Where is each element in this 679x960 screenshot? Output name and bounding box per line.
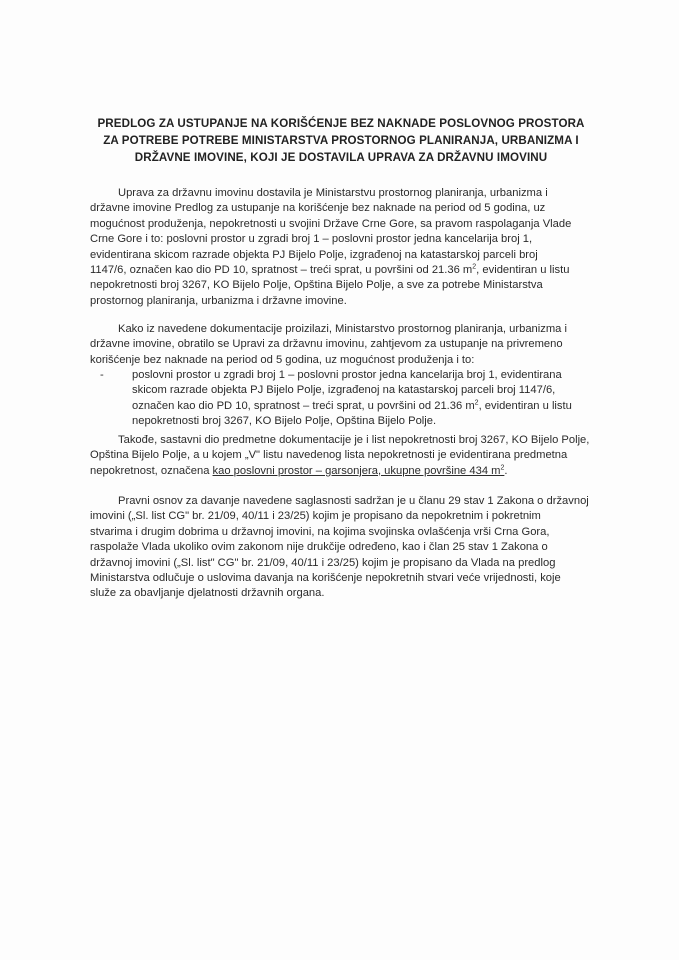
- paragraph-line: raspolaže Vlada ukoliko ovim zakonom nije drukčije određeno, kao i član 25 stav 1 Zakona o: [90, 541, 548, 554]
- paragraph-line: Ministarstva odlučuje o uslovima davanja na korišćenje nepokretnih stvari veće vrijednosti, koje: [90, 572, 561, 585]
- paragraph-text: nepokretnost, označena: [90, 464, 213, 477]
- paragraph-3: [90, 433, 592, 479]
- paragraph-1: [90, 186, 592, 309]
- superscript: 2: [500, 464, 505, 472]
- underlined-phrase: kao poslovni prostor – garsonjera, ukupne površine 434 m: [212, 464, 501, 477]
- paragraph-line: služe za obavljanje djelatnosti državnih organa.: [90, 587, 325, 600]
- underlined-text: [212, 464, 508, 477]
- paragraph-text: .: [504, 464, 508, 477]
- paragraph-line: nepokretnosti broj 3267, KO Bijelo Polje, Opština Bijelo Polje, a sve za potrebe Ministarstva: [90, 279, 543, 292]
- paragraph-line: imovini („Sl. list CG" br. 21/09, 40/11 i 23/25) kojim je propisano da nepokretnim i pokretnim: [90, 510, 541, 523]
- title-line-2: ZA POTREBE POTREBE MINISTARSTVA PROSTORNOG PLANIRANJA, URBANIZMA I: [103, 134, 579, 147]
- paragraph-4: [90, 494, 592, 602]
- paragraph-line: [90, 464, 592, 479]
- superscript: 2: [472, 263, 477, 271]
- list-line: [132, 399, 592, 414]
- paragraph-line: Crne Gore i to: poslovni prostor u zgradi broj 1 – poslovni prostor jedna kancelarija broj 1,: [90, 233, 533, 246]
- paragraph-line: Takođe, sastavni dio predmetne dokumentacije je i list nepokretnosti broj 3267, KO Bijelo Polje,: [118, 434, 590, 446]
- superscript: 2: [474, 399, 479, 407]
- paragraph-text: , evidentiran u listu: [476, 264, 570, 277]
- paragraph-2: [90, 322, 592, 368]
- list-line: nepokretnosti broj 3267, KO Bijelo Polje, Opština Bijelo Polje.: [132, 415, 437, 428]
- list-text: označen kao dio PD 10, spratnost – treći sprat, u površini od 21.36 m: [132, 399, 475, 412]
- paragraph-line: [90, 263, 592, 278]
- paragraph-line: korišćenje bez naknade na period od 5 godina, uz mogućnost produženja i to:: [90, 353, 475, 366]
- list-line: poslovni prostor u zgradi broj 1 – poslovni prostor jedna kancelarija broj 1, evidentirana: [132, 369, 562, 381]
- title-line-1: PREDLOG ZA USTUPANJE NA KORIŠĆENJE BEZ NAKNADE POSLOVNOG PROSTORA: [97, 117, 585, 130]
- list-bullet: -: [100, 369, 104, 381]
- paragraph-line: stvarima i drugim dobrima u državnoj imovini, na kojima svojinska ovlašćenja vrši Crna Gora,: [90, 525, 550, 538]
- paragraph-line: Pravni osnov za davanje navedene saglasnosti sadržan je u članu 29 stav 1 Zakona o državnoj: [118, 495, 589, 507]
- title-line-3: DRŽAVNE IMOVINE, KOJI JE DOSTAVILA UPRAVA ZA DRŽAVNU IMOVINU: [134, 151, 548, 164]
- paragraph-line: prostornog planiranja, urbanizma i državne imovine.: [90, 294, 347, 307]
- paragraph-line: državne imovine Predlog za ustupanje na korišćenje bez naknade na period od 5 godina, uz: [90, 202, 546, 215]
- paragraph-line: državne imovine, obratilo se Upravi za državnu imovinu, zahtjevom za ustupanje na privremeno: [90, 338, 563, 351]
- paragraph-line: evidentirana skicom razrade objekta PJ Bijelo Polje, izgrađenoj na katastarskoj parceli broj: [90, 248, 538, 261]
- paragraph-line: Opština Bijelo Polje, a u kojem „V" listu navedenog lista nepokretnosti je evidentirana predmetna: [90, 449, 568, 462]
- paragraph-line: Kako iz navedene dokumentacije proizilazi, Ministarstvo prostornog planiranja, urbanizma i: [118, 323, 567, 335]
- paragraph-line: mogućnost produženja, nepokretnosti u svojini Države Crne Gore, sa pravom raspolaganja Vlade: [90, 217, 572, 230]
- list-text: , evidentiran u listu: [478, 399, 572, 412]
- document-title: [86, 115, 596, 166]
- list-item: [90, 368, 592, 430]
- property-list: [90, 368, 592, 430]
- paragraph-line: državnoj imovini („Sl. list" CG" br. 21/09, 40/11 i 23/25) kojim je propisano da Vlada na predlog: [90, 556, 556, 569]
- paragraph-line: Uprava za državnu imovinu dostavila je Ministarstvu prostornog planiranja, urbanizma i: [118, 187, 548, 199]
- paragraph-text: 1147/6, označen kao dio PD 10, spratnost – treći sprat, u površini od 21.36 m: [90, 264, 473, 277]
- list-line: skicom razrade objekta PJ Bijelo Polje, izgrađenoj na katastarskoj parceli broj 1147/6,: [132, 384, 556, 397]
